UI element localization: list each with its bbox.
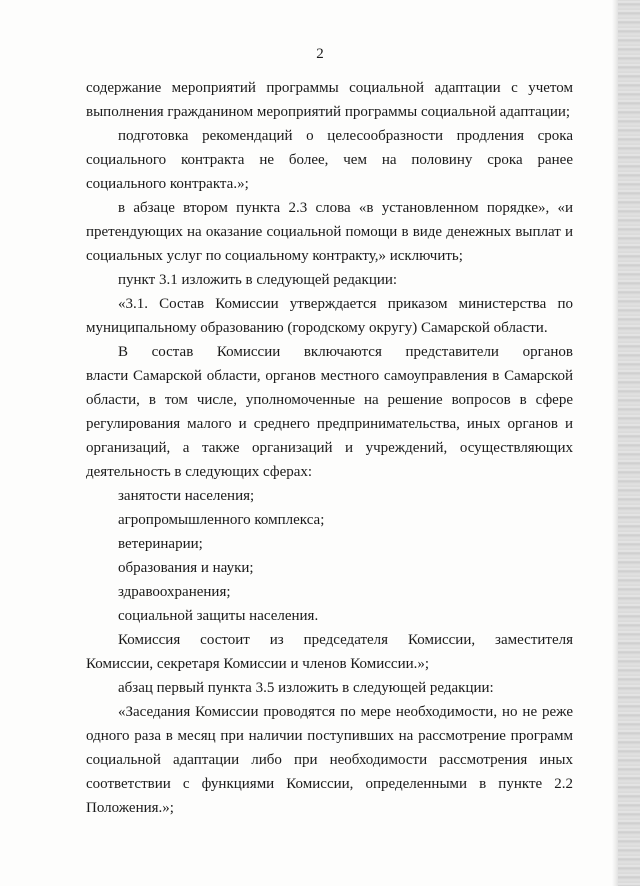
list-item: социальной защиты населения.: [118, 608, 319, 624]
text-line: Положения.»;: [86, 800, 174, 816]
text-line: абзац первый пункта 3.5 изложить в следующей редакции:: [118, 680, 494, 696]
text-line: соответствии с функциями Комиссии, определенными в пункте 2.2: [86, 776, 573, 792]
text-line: социального контракта.»;: [86, 176, 249, 192]
text-line: власти Самарской области, органов местного самоуправления в Самарской: [86, 368, 573, 384]
text-line: социального контракта не более, чем на половину срока ранее: [86, 152, 573, 168]
text-line: претендующих на оказание социальной помощи в виде денежных выплат и: [86, 224, 573, 240]
text-line: «Заседания Комиссии проводятся по мере необходимости, но не реже: [118, 704, 573, 720]
text-line: содержание мероприятий программы социальной адаптации с учетом: [86, 80, 573, 96]
list-item: агропромышленного комплекса;: [118, 512, 325, 528]
text-line: деятельность в следующих сферах:: [86, 464, 313, 480]
text-line: выполнения гражданином мероприятий программы социальной адаптации;: [86, 104, 571, 120]
text-line: В состав Комиссии включаются представители органов: [118, 344, 573, 360]
list-item: занятости населения;: [118, 488, 255, 504]
text-line: социальной адаптации либо при необходимости рассмотрения иных: [86, 752, 573, 768]
list-item: образования и науки;: [118, 560, 254, 576]
list-item: здравоохранения;: [118, 584, 231, 600]
text-line: муниципальному образованию (городскому округу) Самарской области.: [86, 320, 548, 336]
text-line: в абзаце втором пункта 2.3 слова «в установленном порядке», «и: [118, 200, 573, 216]
page-number: 2: [316, 46, 324, 62]
text-line: «3.1. Состав Комиссии утверждается приказом министерства по: [118, 296, 573, 312]
text-line: одного раза в месяц при наличии поступивших на рассмотрение программ: [86, 728, 573, 744]
text-line: регулирования малого и среднего предпринимательства, иных органов и: [86, 416, 573, 432]
text-line: области, в том числе, уполномоченные на решение вопросов в сфере: [86, 392, 573, 408]
list-item: ветеринарии;: [118, 536, 203, 552]
text-line: пункт 3.1 изложить в следующей редакции:: [118, 272, 398, 288]
text-line: социальных услуг по социальному контракту,» исключить;: [86, 248, 463, 264]
text-line: Комиссия состоит из председателя Комиссии, заместителя: [118, 632, 573, 648]
document-body: [86, 76, 573, 820]
text-line: Комиссии, секретаря Комиссии и членов Комиссии.»;: [86, 656, 430, 672]
text-line: организаций, а также организаций и учреждений, осуществляющих: [86, 440, 573, 456]
text-line: подготовка рекомендаций о целесообразности продления срока: [118, 128, 573, 144]
scan-edge: [618, 0, 640, 886]
